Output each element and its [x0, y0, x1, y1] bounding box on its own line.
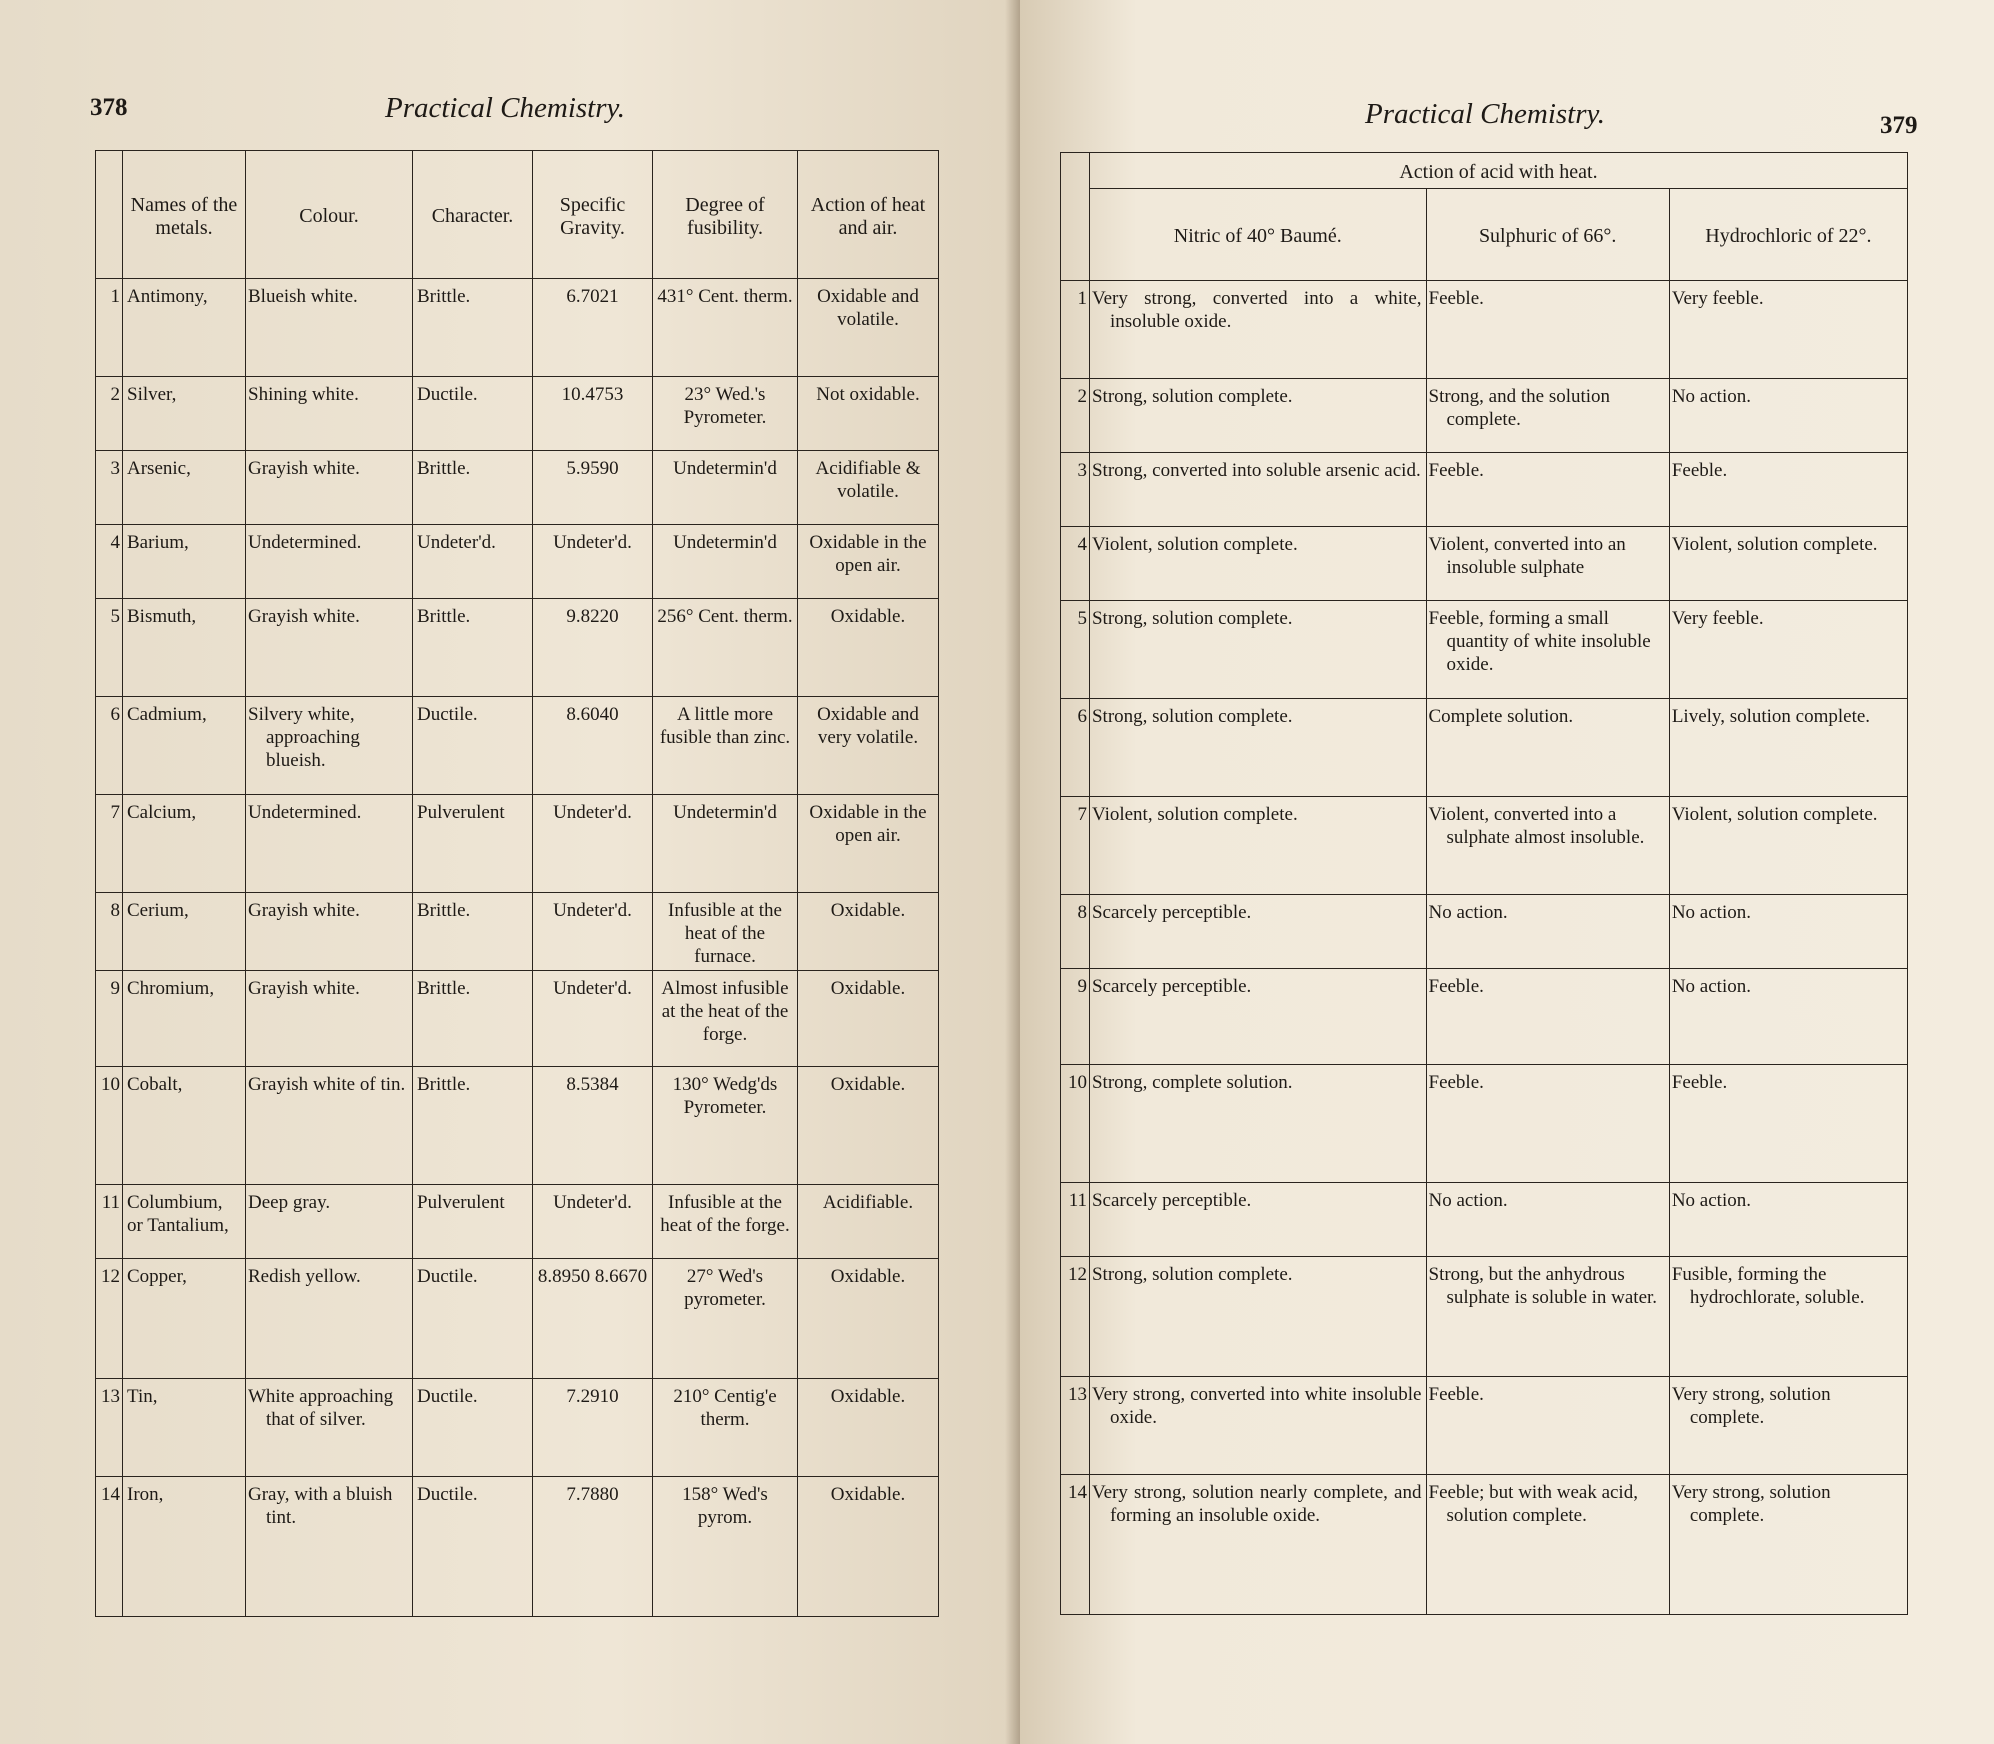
table-cell: 130° Wedg'ds Pyrometer. — [653, 1067, 798, 1185]
column-header: Sulphuric of 66°. — [1426, 189, 1669, 281]
table-cell: Feeble. — [1669, 1065, 1907, 1183]
table-cell: Strong, converted into soluble arsenic acid. — [1089, 453, 1426, 527]
table-cell: Ductile. — [413, 697, 533, 795]
table-cell: Oxidable in the open air. — [798, 795, 939, 893]
table-cell: Feeble. — [1426, 969, 1669, 1065]
row-number: 7 — [96, 795, 123, 893]
row-number: 2 — [96, 377, 123, 451]
row-number: 5 — [96, 599, 123, 697]
table-cell: Deep gray. — [246, 1185, 413, 1259]
table-cell: Strong, solution complete. — [1089, 379, 1426, 453]
row-number: 4 — [96, 525, 123, 599]
table-cell: Columbium, or Tantalium, — [123, 1185, 246, 1259]
table-cell: 256° Cent. therm. — [653, 599, 798, 697]
table-row — [96, 451, 939, 525]
table-cell: A little more fusible than zinc. — [653, 697, 798, 795]
table-cell: Grayish white. — [246, 971, 413, 1067]
table-cell: 7.7880 — [533, 1477, 653, 1617]
table-cell: Pulverulent — [413, 1185, 533, 1259]
table-cell: Acidifiable & volatile. — [798, 451, 939, 525]
table-cell: Violent, solution complete. — [1089, 797, 1426, 895]
table-cell: 10.4753 — [533, 377, 653, 451]
table-cell: Oxidable and very volatile. — [798, 697, 939, 795]
row-number: 14 — [1061, 1475, 1090, 1615]
table-cell: No action. — [1426, 895, 1669, 969]
table-cell: Scarcely perceptible. — [1089, 895, 1426, 969]
row-number: 6 — [96, 697, 123, 795]
table-cell: Very feeble. — [1669, 601, 1907, 699]
table-cell: Infusible at the heat of the furnace. — [653, 893, 798, 971]
row-number: 1 — [96, 279, 123, 377]
table-row — [1061, 895, 1908, 969]
table-cell: Oxidable. — [798, 1379, 939, 1477]
table-cell: Grayish white of tin. — [246, 1067, 413, 1185]
metals-properties-table — [95, 150, 939, 1617]
table-cell: Violent, solution complete. — [1669, 797, 1907, 895]
page-number: 378 — [90, 94, 128, 121]
table-cell: Brittle. — [413, 451, 533, 525]
table-cell: Oxidable. — [798, 599, 939, 697]
table-cell: Iron, — [123, 1477, 246, 1617]
table-cell: Acidifiable. — [798, 1185, 939, 1259]
table-cell: 6.7021 — [533, 279, 653, 377]
table-cell: Oxidable. — [798, 1259, 939, 1379]
table-cell: Ductile. — [413, 1259, 533, 1379]
table-row — [1061, 453, 1908, 527]
table-cell: Brittle. — [413, 971, 533, 1067]
table-cell: Chromium, — [123, 971, 246, 1067]
table-row — [96, 1379, 939, 1477]
table-cell: Ductile. — [413, 377, 533, 451]
table-cell: Very strong, solution nearly complete, and forming an insoluble oxide. — [1089, 1475, 1426, 1615]
table-cell: Oxidable and volatile. — [798, 279, 939, 377]
table-cell: No action. — [1669, 379, 1907, 453]
table-cell: Ductile. — [413, 1477, 533, 1617]
table-row — [96, 1259, 939, 1379]
acid-action-table — [1060, 152, 1908, 1615]
table-cell: Undetermined. — [246, 795, 413, 893]
table-cell: Violent, converted into an insoluble sulphate — [1426, 527, 1669, 601]
column-header — [96, 151, 123, 279]
table-row — [1061, 379, 1908, 453]
table-row — [96, 525, 939, 599]
page-number: 379 — [1880, 112, 1918, 139]
table-row — [1061, 1377, 1908, 1475]
table-cell: Scarcely perceptible. — [1089, 969, 1426, 1065]
table-row — [96, 1067, 939, 1185]
row-number: 11 — [96, 1185, 123, 1259]
table-cell: Calcium, — [123, 795, 246, 893]
table-cell: Silver, — [123, 377, 246, 451]
table-cell: No action. — [1669, 969, 1907, 1065]
table-cell: Grayish white. — [246, 599, 413, 697]
table-cell: No action. — [1669, 1183, 1907, 1257]
row-number: 12 — [96, 1259, 123, 1379]
table-cell: Infusible at the heat of the forge. — [653, 1185, 798, 1259]
table-cell: 8.6040 — [533, 697, 653, 795]
table-cell: Copper, — [123, 1259, 246, 1379]
table-row — [96, 1185, 939, 1259]
row-number: 10 — [96, 1067, 123, 1185]
table-cell: Undeter'd. — [413, 525, 533, 599]
row-number: 12 — [1061, 1257, 1090, 1377]
row-number: 5 — [1061, 601, 1090, 699]
table-cell: Not oxidable. — [798, 377, 939, 451]
table-cell: Feeble. — [1426, 1065, 1669, 1183]
column-header: Specific Gravity. — [533, 151, 653, 279]
table-row — [96, 279, 939, 377]
table-cell: Very strong, converted into white insoluble oxide. — [1089, 1377, 1426, 1475]
group-header: Action of acid with heat. — [1089, 153, 1907, 189]
table-cell: Gray, with a bluish tint. — [246, 1477, 413, 1617]
table-cell: 158° Wed's pyrom. — [653, 1477, 798, 1617]
table-cell: 27° Wed's pyrometer. — [653, 1259, 798, 1379]
row-number: 3 — [96, 451, 123, 525]
table-cell: Strong, solution complete. — [1089, 699, 1426, 797]
row-number: 7 — [1061, 797, 1090, 895]
table-cell: Cerium, — [123, 893, 246, 971]
table-row — [96, 795, 939, 893]
table-cell: Very strong, solution complete. — [1669, 1377, 1907, 1475]
row-number: 9 — [96, 971, 123, 1067]
table-cell: Barium, — [123, 525, 246, 599]
table-cell: Redish yellow. — [246, 1259, 413, 1379]
table-cell: Cobalt, — [123, 1067, 246, 1185]
table-cell: Grayish white. — [246, 451, 413, 525]
table-cell: Undeter'd. — [533, 1185, 653, 1259]
table-cell: Shining white. — [246, 377, 413, 451]
table-cell: Very strong, converted into a white, insoluble oxide. — [1089, 281, 1426, 379]
column-header: Degree of fusibility. — [653, 151, 798, 279]
table-cell: 7.2910 — [533, 1379, 653, 1477]
row-number: 13 — [96, 1379, 123, 1477]
table-cell: Oxidable. — [798, 1067, 939, 1185]
row-number: 14 — [96, 1477, 123, 1617]
table-cell: Tin, — [123, 1379, 246, 1477]
table-cell: Antimony, — [123, 279, 246, 377]
row-number: 13 — [1061, 1377, 1090, 1475]
table-cell: Lively, solution complete. — [1669, 699, 1907, 797]
row-number: 6 — [1061, 699, 1090, 797]
table-cell: Oxidable. — [798, 893, 939, 971]
table-row — [1061, 601, 1908, 699]
table-cell: Brittle. — [413, 1067, 533, 1185]
table-row — [1061, 1065, 1908, 1183]
table-cell: Very feeble. — [1669, 281, 1907, 379]
table-cell: White approaching that of silver. — [246, 1379, 413, 1477]
table-cell: Feeble. — [1669, 453, 1907, 527]
column-header: Action of heat and air. — [798, 151, 939, 279]
table-cell: Fusible, forming the hydrochlorate, soluble. — [1669, 1257, 1907, 1377]
table-cell: Strong, solution complete. — [1089, 1257, 1426, 1377]
row-number: 8 — [1061, 895, 1090, 969]
table-cell: Grayish white. — [246, 893, 413, 971]
right-page — [1020, 0, 1994, 1744]
table-cell: Undeter'd. — [533, 525, 653, 599]
table-cell: Feeble. — [1426, 453, 1669, 527]
table-cell: Undeter'd. — [533, 971, 653, 1067]
table-cell: Blueish white. — [246, 279, 413, 377]
row-number: 3 — [1061, 453, 1090, 527]
table-cell: Strong, but the anhydrous sulphate is soluble in water. — [1426, 1257, 1669, 1377]
table-cell: 210° Centig'e therm. — [653, 1379, 798, 1477]
table-cell: No action. — [1669, 895, 1907, 969]
table-cell: Silvery white, approaching blueish. — [246, 697, 413, 795]
row-number: 1 — [1061, 281, 1090, 379]
table-row — [1061, 281, 1908, 379]
table-cell: Oxidable. — [798, 971, 939, 1067]
row-number: 11 — [1061, 1183, 1090, 1257]
table-cell: Feeble. — [1426, 281, 1669, 379]
running-head: Practical Chemistry. — [1365, 98, 1606, 130]
table-cell: Pulverulent — [413, 795, 533, 893]
table-cell: Feeble; but with weak acid, solution complete. — [1426, 1475, 1669, 1615]
table-cell: 9.8220 — [533, 599, 653, 697]
table-cell: Undetermin'd — [653, 795, 798, 893]
table-cell: 23° Wed.'s Pyrometer. — [653, 377, 798, 451]
table-cell: Very strong, solution complete. — [1669, 1475, 1907, 1615]
table-cell: Violent, solution complete. — [1089, 527, 1426, 601]
table-row — [1061, 1475, 1908, 1615]
table-cell: Almost infusible at the heat of the forge. — [653, 971, 798, 1067]
row-number: 4 — [1061, 527, 1090, 601]
row-number: 2 — [1061, 379, 1090, 453]
table-cell: Violent, converted into a sulphate almost insoluble. — [1426, 797, 1669, 895]
table-row — [1061, 1257, 1908, 1377]
running-head: Practical Chemistry. — [385, 92, 626, 124]
table-cell: Feeble. — [1426, 1377, 1669, 1475]
table-cell: Undetermin'd — [653, 451, 798, 525]
row-number: 8 — [96, 893, 123, 971]
table-cell: Arsenic, — [123, 451, 246, 525]
table-cell: 5.9590 — [533, 451, 653, 525]
table-row — [96, 1477, 939, 1617]
table-row — [96, 893, 939, 971]
column-header: Names of the metals. — [123, 151, 246, 279]
table-row — [96, 971, 939, 1067]
table-row — [96, 599, 939, 697]
table-cell: 431° Cent. therm. — [653, 279, 798, 377]
table-row — [1061, 527, 1908, 601]
table-cell: Complete solution. — [1426, 699, 1669, 797]
column-header: Character. — [413, 151, 533, 279]
table-cell: Strong, solution complete. — [1089, 601, 1426, 699]
table-cell: Undetermin'd — [653, 525, 798, 599]
table-cell: 8.8950 8.6670 — [533, 1259, 653, 1379]
table-cell: Undetermined. — [246, 525, 413, 599]
table-cell: Violent, solution complete. — [1669, 527, 1907, 601]
table-cell: Strong, complete solution. — [1089, 1065, 1426, 1183]
table-cell: Feeble, forming a small quantity of white insoluble oxide. — [1426, 601, 1669, 699]
table-cell: Scarcely perceptible. — [1089, 1183, 1426, 1257]
table-cell: Undeter'd. — [533, 795, 653, 893]
row-number: 10 — [1061, 1065, 1090, 1183]
table-cell: Oxidable. — [798, 1477, 939, 1617]
column-header — [1061, 189, 1090, 281]
table-cell: Oxidable in the open air. — [798, 525, 939, 599]
table-cell: Brittle. — [413, 599, 533, 697]
table-cell: Cadmium, — [123, 697, 246, 795]
table-cell: No action. — [1426, 1183, 1669, 1257]
table-row — [1061, 797, 1908, 895]
table-cell: Ductile. — [413, 1379, 533, 1477]
column-header: Hydrochloric of 22°. — [1669, 189, 1907, 281]
table-cell: Strong, and the solution complete. — [1426, 379, 1669, 453]
table-cell: Undeter'd. — [533, 893, 653, 971]
column-header: Colour. — [246, 151, 413, 279]
table-row — [96, 377, 939, 451]
table-row — [1061, 1183, 1908, 1257]
row-number: 9 — [1061, 969, 1090, 1065]
table-row — [1061, 969, 1908, 1065]
table-cell: Brittle. — [413, 893, 533, 971]
table-cell: Brittle. — [413, 279, 533, 377]
table-row — [96, 697, 939, 795]
table-cell: 8.5384 — [533, 1067, 653, 1185]
column-header: Nitric of 40° Baumé. — [1089, 189, 1426, 281]
table-cell: Bismuth, — [123, 599, 246, 697]
table-row — [1061, 699, 1908, 797]
